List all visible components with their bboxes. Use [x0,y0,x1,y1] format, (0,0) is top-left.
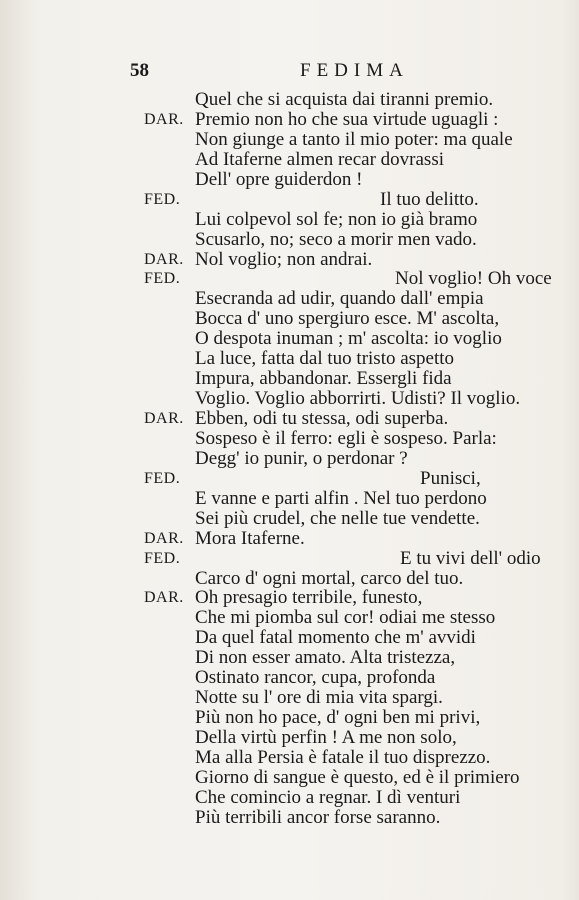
speaker-label: FED. [144,190,181,208]
verse-text-line: Dell' opre guiderdon ! [195,168,363,190]
verse-line [0,90,579,110]
verse-text-line: Scusarlo, no; seco a morir men vado. [195,228,477,250]
verse-text-line: E tu vivi dell' odio [400,547,541,569]
verse-line [0,389,579,409]
verse-text-line: Ma alla Persia è fatale il tuo disprezzo. [195,746,491,768]
verse-text-line: Sei più crudel, che nelle tue vendette. [195,507,480,529]
verse-line [0,289,579,309]
verse-line [0,369,579,389]
verse-line [0,628,579,648]
verse-text-line: Non giunge a tanto il mio poter: ma quale [195,128,513,150]
verse-line [0,409,579,429]
verse-text-line: Mora Itaferne. [195,527,305,549]
verse-text-line: Che comincio a regnar. I dì venturi [195,786,461,808]
speaker-label: DAR. [144,250,184,268]
verse-text-line: Degg' io punir, o perdonar ? [195,447,408,469]
verse-line [0,469,579,489]
verse-text-line: Quel che si acquista dai tiranni premio. [195,89,494,110]
verse-line [0,648,579,668]
verse-line [0,569,579,589]
verse-text-line: Bocca d' uno spergiuro esce. M' ascolta, [195,308,500,330]
verse-text-line: Da quel fatal momento che m' avvidi [195,627,476,649]
verse-text-line: Impura, abbandonar. Essergli fida [195,368,452,390]
verse-line [0,170,579,190]
verse-text-line: Più terribili ancor forse saranno. [195,806,441,828]
verse-line [0,309,579,329]
verse-line [0,130,579,150]
speaker-label: DAR. [144,410,184,427]
verse-line [0,708,579,728]
verse-text-line: Nol voglio! Oh voce [395,268,552,290]
verse-text-line: Ostinato rancor, cupa, profonda [195,667,436,689]
verse-text-line: Più non ho pace, d' ogni ben mi privi, [195,707,481,729]
verse-text-line: La luce, fatta dal tuo tristo aspetto [195,348,455,370]
verse-text-line: Notte su l' ore di mia vita spargi. [195,687,443,709]
verse-line [0,269,579,289]
verse-text-line: Nol voglio; non andrai. [195,248,373,270]
speaker-label: DAR. [144,529,184,547]
verse-line [0,150,579,170]
verse-line [0,608,579,628]
verse-text-line: Giorno di sangue è questo, ed è il primiero [195,766,520,788]
verse-text-line: Che mi piomba sul cor! odiai me stesso [195,607,496,629]
verse-text-line: Ebben, odi tu stessa, odi superba. [195,408,449,429]
verse-line [0,250,579,270]
verse-text-line: Voglio. Voglio abborrirti. Udisti? Il voglio. [195,388,521,410]
speaker-label: DAR. [144,110,184,128]
verse-line [0,748,579,768]
verse-line [0,329,579,349]
verse-line [0,728,579,748]
speaker-label: FED. [144,549,181,567]
speaker-label: FED. [144,469,181,487]
verse-line [0,110,579,130]
verse-text-line: Lui colpevol sol fe; non io già bramo [195,208,478,230]
verse-line [0,429,579,449]
speaker-label: DAR. [144,589,184,607]
verse-text [0,90,579,828]
verse-line [0,788,579,808]
page-header [0,60,579,88]
verse-text-line: E vanne e parti alfin . Nel tuo perdono [195,487,487,509]
verse-text-line: Oh presagio terribile, funesto, [195,587,423,609]
verse-text-line: Della virtù perfin ! A me non solo, [195,727,457,748]
verse-line [0,549,579,569]
verse-line [0,349,579,369]
verse-line [0,588,579,608]
verse-line [0,688,579,708]
verse-line [0,509,579,529]
verse-text-line: Il tuo delitto. [380,188,479,210]
verse-text-line: Punisci, [420,467,481,489]
verse-text-line: O despota inuman ; m' ascolta: io voglio [195,328,502,350]
verse-line [0,489,579,509]
verse-line [0,668,579,688]
running-title: FEDIMA [300,60,409,81]
verse-line [0,529,579,549]
verse-text-line: Sospeso è il ferro: egli è sospeso. Parla: [195,427,497,449]
verse-line [0,768,579,788]
verse-line [0,808,579,828]
speaker-label: FED. [144,270,181,288]
page-number: 58 [130,60,149,81]
verse-text-line: Di non esser amato. Alta tristezza, [195,647,456,669]
verse-text-line: Ad Itaferne almen recar dovrassi [195,148,444,170]
verse-line [0,230,579,250]
verse-line [0,210,579,230]
verse-text-line: Carco d' ogni mortal, carco del tuo. [195,567,464,589]
verse-line [0,190,579,210]
verse-text-line: Esecranda ad udir, quando dall' empia [195,288,484,310]
verse-line [0,449,579,469]
verse-text-line: Premio non ho che sua virtude uguagli : [195,108,499,130]
